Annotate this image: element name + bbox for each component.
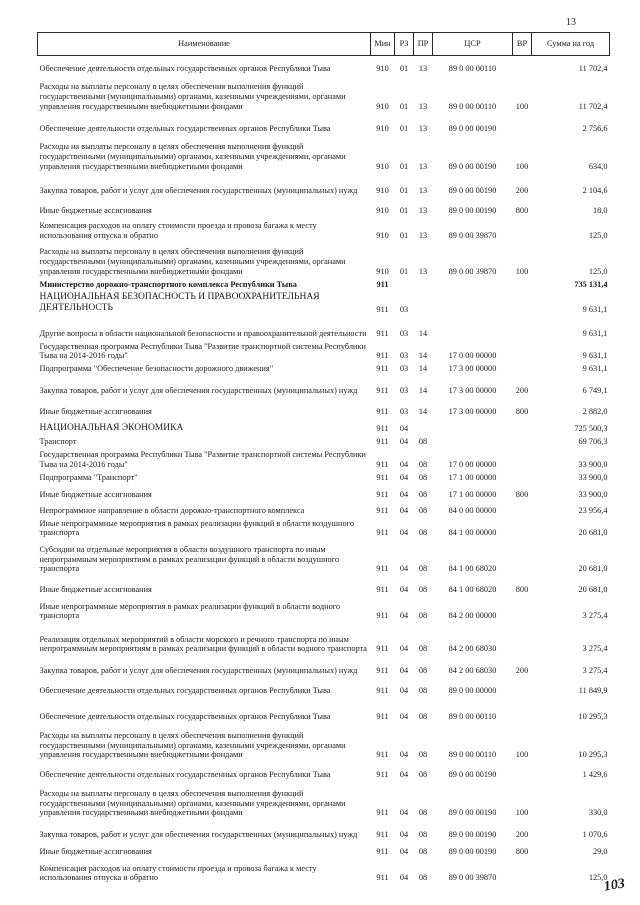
cell-amount: 33 900,0 [578,472,608,482]
cell-subsection: 08 [418,611,428,621]
cell-name: Транспорт [39,437,77,447]
cell-amount: 11 849,9 [578,686,608,696]
cell-subsection: 14 [418,351,428,361]
cell-ministry: 911 [376,644,389,654]
cell-section: 04 [399,666,409,676]
cell-target-article [433,279,513,292]
cell-subsection: 13 [418,185,428,195]
cell-section: 04 [399,611,409,621]
cell-expense-type [513,279,532,292]
cell-amount: 9 631,1 [582,304,608,314]
cell-amount: 725 500,3 [574,424,608,434]
cell-section: 04 [399,750,409,760]
cell-expense-type [513,502,532,518]
cell-target-article: 84 1 00 68020 [448,585,497,595]
cell-name: Иные непрограммные мероприятия в рамках реализации функций в области воздушного транспорта [39,518,354,538]
cell-subsection: 08 [418,873,428,883]
cell-subsection: 08 [418,564,428,574]
cell-name: Расходы на выплаты персоналу в целях обеспечения выполнения функций государственными (муниципальными) органами, казенными учреждениями, органами управления государственными внебюджетными фондами [39,788,346,818]
cell-ministry: 911 [376,808,389,818]
cell-expense-type: 100 [515,161,529,171]
cell-ministry: 910 [376,123,389,133]
cell-expense-type: 100 [515,101,529,111]
cell-ministry: 911 [376,386,389,396]
cell-target-article: 17 1 00 00000 [448,489,497,499]
cell-name: Закупка товаров, работ и услуг для обеспечения государственных (муниципальных) нужд [39,185,358,195]
cell-name: Другие вопросы в области национальной безопасности и правоохранительной деятельности [39,328,367,338]
cell-subsection: 13 [418,266,428,276]
table-row [38,576,610,597]
cell-subsection: 08 [418,847,428,857]
cell-ministry: 910 [376,101,389,111]
cell-name: Иные бюджетные ассигнования [39,489,152,499]
cell-name: Министерство дорожно-транспортного комплекса Республики Тыва [39,279,297,289]
cell-expense-type [513,291,532,316]
cell-subsection [414,419,433,436]
table-row [38,859,610,885]
table-row [38,56,610,76]
cell-amount: 125,0 [588,873,608,883]
cell-target-article [433,291,513,316]
cell-name: Субсидии на отдельные мероприятия в области воздушного транспорта по иным непрограммным мероприятиям в рамках реализации функций в области воздушного транспорта [39,544,340,574]
cell-section: 01 [399,185,409,195]
cell-section: 04 [399,472,409,482]
cell-subsection: 08 [418,585,428,595]
cell-section: 01 [399,205,409,215]
cell-target-article: 89 0 00 39870 [448,873,497,883]
cell-section: 04 [399,437,409,447]
table-row [38,436,610,449]
table-row [38,724,610,762]
cell-ministry: 911 [376,564,389,574]
cell-amount: 1 070,6 [582,830,608,840]
cell-name: Обеспечение деятельности отдельных государственных органов Республики Тыва [39,770,331,780]
cell-ministry: 911 [376,873,389,883]
cell-subsection: 13 [418,123,428,133]
header-vr: ВР [513,33,532,56]
table-body [38,56,610,886]
cell-expense-type [513,472,532,485]
cell-amount: 2 104,6 [582,185,608,195]
cell-ministry: 910 [376,63,389,73]
table-row [38,472,610,485]
cell-ministry: 910 [376,266,389,276]
cell-section: 01 [399,123,409,133]
cell-amount: 125,0 [588,230,608,240]
cell-subsection: 08 [418,666,428,676]
cell-ministry: 911 [376,750,389,760]
cell-section: 04 [399,459,409,469]
cell-target-article [433,317,513,341]
cell-name: Иные бюджетные ассигнования [39,407,152,417]
cell-section: 03 [399,304,409,314]
header-sum: Сумма на год [532,33,610,56]
cell-target-article: 89 0 00 00110 [448,63,497,73]
cell-section: 04 [399,505,409,515]
cell-subsection: 13 [418,101,428,111]
cell-target-article [433,436,513,449]
cell-ministry: 911 [376,770,389,780]
cell-section: 03 [399,407,409,417]
cell-amount: 20 681,0 [578,564,608,574]
table-row [38,76,610,114]
cell-expense-type [513,114,532,136]
header-csr: ЦСР [433,33,513,56]
cell-ministry: 911 [376,489,389,499]
cell-expense-type [513,218,532,243]
cell-amount: 33 900,0 [578,489,608,499]
cell-target-article: 17 3 00 00000 [448,364,497,374]
cell-section: 03 [399,328,409,338]
cell-subsection: 13 [418,161,428,171]
table-row [38,698,610,724]
table-row [38,678,610,698]
table-row [38,820,610,842]
cell-ministry: 911 [376,830,389,840]
cell-name: Обеспечение деятельности отдельных государственных органов Республики Тыва [39,63,331,73]
table-row [38,597,610,623]
cell-expense-type [513,859,532,885]
cell-amount: 3 275,4 [582,644,608,654]
cell-expense-type: 200 [515,386,529,396]
cell-expense-type [513,363,532,376]
cell-ministry: 911 [376,424,389,434]
table-row [38,502,610,518]
table-row [38,198,610,218]
cell-expense-type: 200 [515,185,529,195]
cell-expense-type [513,436,532,449]
cell-target-article: 89 0 00 00190 [448,808,497,818]
budget-table [37,32,610,885]
table-row [38,363,610,376]
cell-subsection: 08 [418,808,428,818]
cell-expense-type [513,623,532,656]
cell-subsection: 14 [418,364,428,374]
cell-name: Расходы на выплаты персоналу в целях обеспечения выполнения функций государственными (муниципальными) органами, казенными учреждениями, органами управления государственными внебюджетными фондами [39,82,346,111]
cell-subsection: 08 [418,437,428,447]
cell-section: 04 [399,528,409,538]
table-row [38,279,610,292]
header-min: Мин [371,33,395,56]
cell-amount: 330,0 [588,808,608,818]
cell-expense-type [513,762,532,782]
cell-ministry: 910 [376,205,389,215]
cell-ministry: 911 [376,611,389,621]
cell-ministry: 911 [376,407,389,417]
cell-ministry: 910 [376,185,389,195]
cell-name: Закупка товаров, работ и услуг для обеспечения государственных (муниципальных) нужд [39,666,358,676]
cell-amount: 11 702,4 [578,63,608,73]
cell-section [395,279,414,292]
cell-amount: 29,0 [592,847,608,857]
cell-section: 04 [399,770,409,780]
cell-name: Иные бюджетные ассигнования [39,205,152,215]
cell-subsection: 08 [418,489,428,499]
table-row [38,376,610,398]
cell-ministry: 911 [376,364,389,374]
cell-target-article: 17 3 00 00000 [448,407,497,417]
cell-amount: 69 706,3 [578,437,608,447]
table-header [38,33,610,56]
table-row [38,291,610,316]
cell-amount: 33 900,0 [578,459,608,469]
cell-amount: 20 681,0 [578,528,608,538]
cell-section: 04 [399,686,409,696]
cell-subsection: 08 [418,770,428,780]
cell-target-article: 84 1 00 00000 [448,528,497,538]
cell-section: 04 [399,808,409,818]
cell-expense-type [513,449,532,472]
cell-ministry: 911 [376,585,389,595]
table-row [38,341,610,364]
table-row [38,782,610,820]
cell-section: 01 [399,161,409,171]
cell-subsection: 08 [418,505,428,515]
cell-amount: 9 631,1 [582,364,608,374]
table-row [38,114,610,136]
cell-name: НАЦИОНАЛЬНАЯ БЕЗОПАСНОСТЬ И ПРАВООХРАНИТЕЛЬНАЯ ДЕЯТЕЛЬНОСТЬ [39,292,320,314]
cell-name: Подпрограмма "Обеспечение безопасности дорожного движения" [39,364,274,374]
cell-name: Обеспечение деятельности отдельных государственных органов Республики Тыва [39,686,331,696]
cell-ministry: 911 [376,712,389,722]
header-pr: ПР [414,33,433,56]
cell-target-article: 84 2 00 00000 [448,611,497,621]
cell-ministry: 911 [376,472,389,482]
page-number: 13 [566,17,576,28]
cell-section: 01 [399,266,409,276]
cell-expense-type [513,518,532,541]
cell-amount: 125,0 [588,266,608,276]
cell-name: Расходы на выплаты персоналу в целях обеспечения выполнения функций государственными (муниципальными) органами, казенными учреждениями, органами управления государственными внебюджетными фондами [39,730,346,760]
cell-target-article: 17 3 00 00000 [448,386,497,396]
cell-subsection: 14 [418,407,428,417]
cell-subsection: 14 [418,328,428,338]
table-row [38,540,610,576]
cell-section: 03 [399,386,409,396]
cell-target-article: 84 2 00 68030 [448,644,497,654]
cell-name: Закупка товаров, работ и услуг для обеспечения государственных (муниципальных) нужд [39,830,358,840]
header-name: Наименование [38,33,371,56]
cell-subsection: 08 [418,712,428,722]
cell-ministry: 911 [376,686,389,696]
table-row [38,174,610,198]
table-row [38,485,610,502]
cell-expense-type: 800 [515,489,529,499]
cell-target-article: 89 0 00 00190 [448,161,497,171]
cell-expense-type: 800 [515,847,529,857]
cell-subsection: 08 [418,750,428,760]
cell-target-article: 89 0 00 00190 [448,770,497,780]
cell-expense-type [513,540,532,576]
cell-expense-type: 800 [515,407,529,417]
cell-expense-type [513,317,532,341]
cell-subsection: 08 [418,686,428,696]
cell-expense-type: 200 [515,666,529,676]
cell-section: 04 [399,424,409,434]
cell-expense-type: 800 [515,205,529,215]
cell-ministry: 910 [376,161,389,171]
cell-section: 04 [399,873,409,883]
cell-target-article: 89 0 00 00110 [448,750,497,760]
cell-target-article: 17 1 00 00000 [448,472,497,482]
cell-amount: 6 749,1 [582,386,608,396]
cell-target-article: 84 0 00 00000 [448,505,497,515]
cell-section: 04 [399,644,409,654]
cell-section: 01 [399,101,409,111]
cell-subsection: 08 [418,459,428,469]
cell-amount: 10 295,3 [578,750,608,760]
cell-name: Реализация отдельных мероприятий в области морского и речного транспорта по иным непрограммным мероприятиям в рамках реализации функций в области водного транспорта [39,634,367,654]
cell-target-article: 89 0 00 00110 [448,712,497,722]
cell-ministry: 911 [376,505,389,515]
cell-section: 04 [399,585,409,595]
table-row [38,762,610,782]
cell-subsection: 13 [418,230,428,240]
cell-amount: 23 956,4 [578,505,608,515]
cell-name: НАЦИОНАЛЬНАЯ ЭКОНОМИКА [39,423,184,434]
cell-expense-type: 800 [515,585,529,595]
cell-ministry: 911 [376,459,389,469]
cell-ministry: 911 [376,279,389,289]
cell-subsection [414,291,433,316]
header-rz: РЗ [395,33,414,56]
table-row [38,449,610,472]
cell-section: 03 [399,351,409,361]
cell-amount: 2 882,0 [582,407,608,417]
cell-expense-type: 100 [515,750,529,760]
cell-subsection: 08 [418,472,428,482]
cell-target-article: 17 0 00 00000 [448,459,497,469]
cell-ministry: 911 [376,528,389,538]
cell-ministry: 911 [376,847,389,857]
cell-ministry: 911 [376,666,389,676]
cell-target-article: 89 0 00 00110 [448,101,497,111]
cell-amount: 2 756,6 [582,123,608,133]
cell-target-article: 89 0 00 00190 [448,205,497,215]
cell-section: 01 [399,230,409,240]
cell-ministry: 910 [376,230,389,240]
cell-subsection: 08 [418,644,428,654]
cell-section: 03 [399,364,409,374]
cell-expense-type: 200 [515,830,529,840]
cell-name: Подпрограмма "Транспорт" [39,472,138,482]
table-row [38,398,610,419]
cell-amount: 18,0 [592,205,608,215]
cell-amount: 634,0 [588,161,608,171]
table-row [38,243,610,279]
cell-subsection: 08 [418,830,428,840]
cell-name: Расходы на выплаты персоналу в целях обеспечения выполнения функций государственными (муниципальными) органами, казенными учреждениями, органами управления государственными внебюджетными фондами [39,142,346,171]
cell-target-article: 89 0 00 00190 [448,830,497,840]
table-row [38,218,610,243]
cell-amount: 735 131,4 [574,279,608,289]
cell-target-article: 89 0 00 39870 [448,266,497,276]
cell-ministry: 911 [376,437,389,447]
cell-target-article: 84 2 00 68030 [448,666,497,676]
cell-target-article: 89 0 00 39870 [448,230,497,240]
cell-target-article: 89 0 00 00000 [448,686,497,696]
cell-amount: 3 275,4 [582,666,608,676]
cell-amount: 10 295,3 [578,712,608,722]
table-row [38,419,610,436]
cell-target-article: 89 0 00 00190 [448,185,497,195]
cell-subsection: 08 [418,528,428,538]
cell-expense-type [513,56,532,76]
cell-amount: 11 702,4 [578,101,608,111]
cell-ministry: 911 [376,304,389,314]
cell-name: Обеспечение деятельности отдельных государственных органов Республики Тыва [39,123,331,133]
cell-amount: 1 429,6 [582,770,608,780]
cell-name: Компенсация расходов на оплату стоимости проезда и провоза багажа к месту использования отпуска и обратно [39,863,317,883]
cell-target-article: 89 0 00 00190 [448,847,497,857]
cell-name: Государственная программа Республики Тыва "Развитие транспортной системы Республики Тыва на 2014-2016 годы" [39,341,366,361]
table-row [38,317,610,341]
cell-subsection: 13 [418,205,428,215]
cell-subsection [414,279,433,292]
cell-name: Иные бюджетные ассигнования [39,585,152,595]
cell-section: 04 [399,564,409,574]
cell-section: 01 [399,63,409,73]
handwritten-page-mark: 103 [602,876,627,895]
cell-section: 04 [399,847,409,857]
cell-target-article: 17 0 00 00000 [448,351,497,361]
table-row [38,656,610,678]
table-row [38,518,610,541]
cell-amount: 20 681,0 [578,585,608,595]
table-row [38,136,610,174]
cell-amount: 3 275,4 [582,611,608,621]
cell-expense-type [513,698,532,724]
cell-name: Расходы на выплаты персоналу в целях обеспечения выполнения функций государственными (муниципальными) органами, казенными учреждениями, органами управления государственными внебюджетными фондами [39,247,346,276]
cell-section: 04 [399,830,409,840]
cell-subsection: 13 [418,63,428,73]
cell-target-article: 89 0 00 00190 [448,123,497,133]
cell-name: Иные непрограммные мероприятия в рамках реализации функций в области водного транспорта [39,601,341,621]
cell-target-article: 84 1 00 68020 [448,564,497,574]
cell-name: Закупка товаров, работ и услуг для обеспечения государственных (муниципальных) нужд [39,386,358,396]
cell-amount: 9 631,1 [582,328,608,338]
cell-subsection: 14 [418,386,428,396]
cell-target-article [433,419,513,436]
cell-expense-type [513,419,532,436]
cell-expense-type [513,341,532,364]
cell-expense-type: 100 [515,266,529,276]
table-row [38,842,610,859]
cell-ministry: 911 [376,328,389,338]
cell-ministry: 911 [376,351,389,361]
cell-section: 04 [399,489,409,499]
cell-expense-type [513,597,532,623]
cell-expense-type [513,678,532,698]
cell-section: 04 [399,712,409,722]
cell-name: Компенсация расходов на оплату стоимости проезда и провоза багажа к месту использования отпуска и обратно [39,220,317,240]
cell-name: Иные бюджетные ассигнования [39,847,152,857]
cell-amount: 9 631,1 [582,351,608,361]
cell-name: Государственная программа Республики Тыва "Развитие транспортной системы Республики Тыва на 2014-2016 годы" [39,450,366,469]
cell-name: Непрограммное направление в области дорожно-транспортного комплекса [39,505,305,515]
cell-expense-type: 100 [515,808,529,818]
table-row [38,623,610,656]
cell-name: Обеспечение деятельности отдельных государственных органов Республики Тыва [39,712,331,722]
